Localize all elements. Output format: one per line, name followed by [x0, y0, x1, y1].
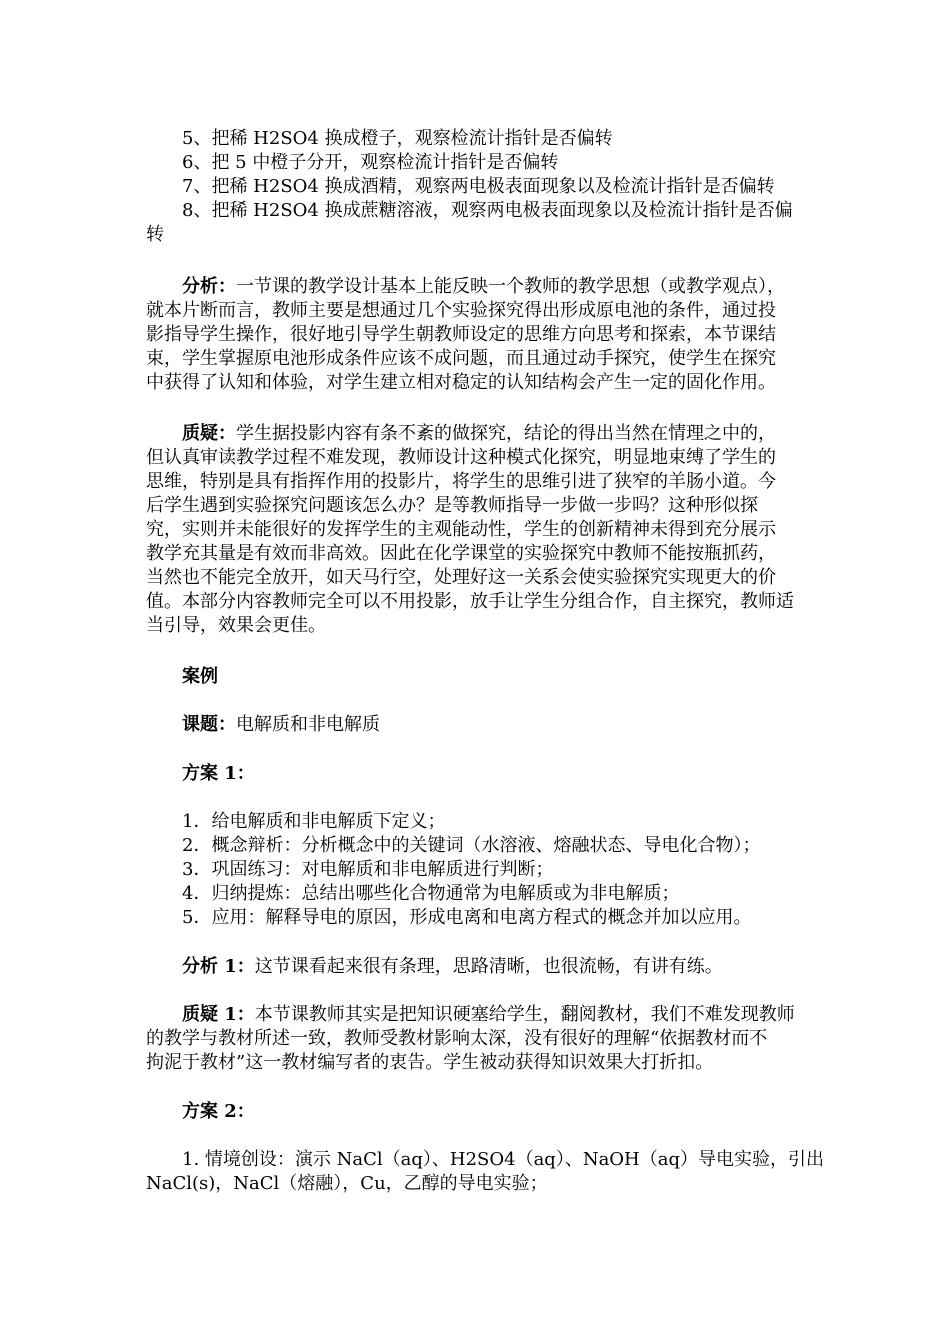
- step-line: 8、把稀 H2SO4 换成蔗糖溶液，观察两电极表面现象以及检流计指针是否偏: [182, 200, 793, 221]
- analysis1-label: 分析 1：: [182, 956, 255, 977]
- question-line: 教学充其量是有效而非高效。因此在化学课堂的实验探究中教师不能按瓶抓药，: [146, 543, 776, 564]
- question-line: 但认真审读教学过程不难发现，教师设计这种模式化探究，明显地束缚了学生的: [146, 447, 776, 468]
- question-label: 质疑：: [182, 423, 236, 444]
- case-heading: [182, 665, 846, 689]
- question1-line: 拘泥于教材”这一教材编写者的衷告。学生被动获得知识效果大打折扣。: [146, 1052, 714, 1073]
- plan2-line: 1. 情境创设：演示 NaCl（aq）、H2SO4（aq）、NaOH（aq）导电实验，引出: [182, 1149, 825, 1170]
- question-text: 学生据投影内容有条不紊的做探究，结论的得出当然在情理之中的，: [236, 423, 776, 444]
- topic-line: [182, 713, 846, 737]
- question-line: 当然也不能完全放开，如天马行空，处理好这一关系会使实验探究实现更大的价: [146, 567, 776, 588]
- plan1-heading: [182, 762, 846, 786]
- plan1-item: 2．概念辩析：分析概念中的关键词（水溶液、熔融状态、导电化合物）；: [182, 835, 761, 856]
- step-line: 7、把稀 H2SO4 换成酒精，观察两电极表面现象以及检流计指针是否偏转: [182, 176, 775, 197]
- analysis-line: 就本片断而言，教师主要是想通过几个实验探究得出形成原电池的条件，通过投: [146, 300, 776, 321]
- plan2-heading: [182, 1100, 846, 1124]
- analysis-line: 束，学生掌握原电池形成条件应该不成问题，而且通过动手探究，使学生在探究: [146, 348, 776, 369]
- plan2-heading-text: 方案 2：: [182, 1101, 255, 1122]
- analysis-first-line: [182, 275, 846, 299]
- step-line: 转: [146, 224, 164, 245]
- step-line: 5、把稀 H2SO4 换成橙子，观察检流计指针是否偏转: [182, 128, 613, 149]
- question1-text: 本节课教师其实是把知识硬塞给学生，翻阅教材，我们不难发现教师: [254, 1004, 795, 1025]
- plan1-item: 1．给电解质和非电解质下定义；: [182, 811, 446, 832]
- topic-text: 电解质和非电解质: [236, 714, 380, 735]
- plan1-item: 4．归纳提炼：总结出哪些化合物通常为电解质或为非电解质；: [182, 883, 680, 904]
- question-line: 究，实则并未能很好的发挥学生的主观能动性，学生的创新精神未得到充分展示: [146, 519, 776, 540]
- step-line: 6、把 5 中橙子分开，观察检流计指针是否偏转: [182, 152, 559, 173]
- question1-first-line: [182, 1003, 846, 1027]
- plan2-line: NaCl(s)，NaCl（熔融），Cu，乙醇的导电实验；: [146, 1173, 548, 1194]
- question-line: 后学生遇到实验探究问题该怎么办？是等教师指导一步做一步吗？这种形似探: [146, 495, 758, 516]
- analysis1-line: [182, 955, 846, 979]
- plan1-item: 3．巩固练习：对电解质和非电解质进行判断；: [182, 859, 554, 880]
- topic-label: 课题：: [182, 714, 236, 735]
- plan1-heading-text: 方案 1：: [182, 763, 255, 784]
- analysis-text: 一节课的教学设计基本上能反映一个教师的教学思想（或教学观点），: [236, 276, 785, 297]
- question-line: 思维，特别是具有指挥作用的投影片，将学生的思维引进了狭窄的羊肠小道。今: [146, 471, 776, 492]
- plan1-item: 5．应用：解释导电的原因，形成电离和电离方程式的概念并加以应用。: [182, 907, 752, 928]
- case-heading-text: 案例: [182, 666, 218, 687]
- question-line: 值。本部分内容教师完全可以不用投影，放手让学生分组合作，自主探究，教师适: [146, 591, 794, 612]
- analysis-label: 分析：: [182, 276, 236, 297]
- question-line: 当引导，效果会更佳。: [146, 615, 326, 636]
- question1-label: 质疑 1：: [182, 1004, 255, 1025]
- analysis1-text: 这节课看起来很有条理，思路清晰，也很流畅，有讲有练。: [254, 956, 723, 977]
- analysis-line: 影指导学生操作，很好地引导学生朝教师设定的思维方向思考和探索，本节课结: [146, 324, 776, 345]
- question-first-line: [182, 422, 846, 446]
- analysis-line: 中获得了认知和体验，对学生建立相对稳定的认知结构会产生一定的固化作用。: [146, 372, 776, 393]
- question1-line: 的教学与教材所述一致，教师受教材影响太深，没有很好的理解“依据教材而不: [146, 1028, 768, 1049]
